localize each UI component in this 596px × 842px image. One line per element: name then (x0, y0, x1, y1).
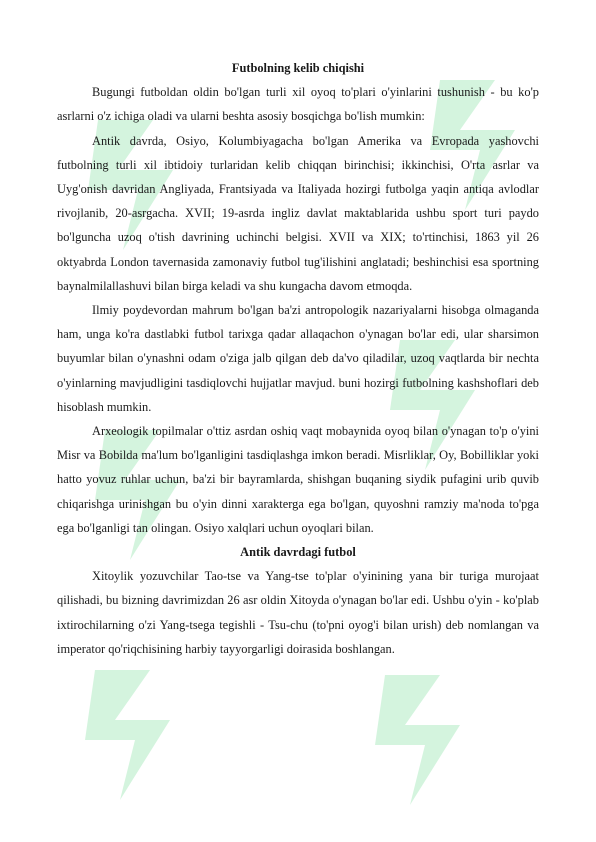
paragraph: Xitoylik yozuvchilar Tao-tse va Yang-tse to'plar o'yinining yana bir turiga murojaat qilishadi, bu bizning davrimizdan 26 asr oldin Xitoyda o'ynagan bo'lar edi. Ushbu o'yin - ko'plab ixtirochilarning o'zi Yang-tsega tegishli - Tsu-chu (to'pni oyog'i bilan urish) deb nomlangan va imperator qo'riqchisining harbiy tayyorgarligi doirasida boshlangan. (57, 569, 539, 656)
paragraph: Antik davrda, Osiyo, Kolumbiyagacha bo'lgan Amerika va Evropada yashovchi futbolning turli xil ibtidoiy turlaridan kelib chiqqan birinchisi; ikkinchisi, O'rta asrlar va Uyg'onish davridan Angliyada, Frantsiyada va Italiyada hozirgi futbolga yaqin antiqa avlodlar rivojlanib, 20-asrgacha. XVII; 19-asrda ingliz davlat maktablarida ushbu sport turi paydo bo'lguncha uzoq o'tish davrining uchinchi belgisi. XVII va XIX; to'rtinchisi, 1863 yil 26 oktyabrda London tavernasida zamonaviy futbol tug'ilishini anglatadi; beshinchisi esa sportning baynalmilallashuvi bilan birga keladi va shu kungacha davom etmoqda. (57, 133, 539, 293)
paragraph: Arxeologik topilmalar o'ttiz asrdan oshiq vaqt mobaynida oyoq bilan o'ynagan to'p o'yini Misr va Bobilda ma'lum bo'lganligini tasdiqlashga imkon beradi. Misrliklar, Oy, Bobilliklar yoki hatto yovuz ruhlar uchun, ba'zi bir bayramlarda, shishgan buqaning siydik pufagini urib quvib chiqarishga urinishgan bu o'yin dinni xarakterga ega bo'lgan, quyoshni ramziy ma'noda to'pga ega bo'lganligi tan olingan. Osiyo xalqlari uchun oyoqlari bilan. (57, 424, 539, 535)
paragraph: Ilmiy poydevordan mahrum bo'lgan ba'zi antropologik nazariyalarni hisobga olmaganda ham, unga ko'ra dastlabki futbol tarixga qadar allaqachon o'ynagan bo'lar edi, ular sharsimon buyumlar bilan o'ynashni odam o'ziga jalb qilgan deb da'vo qiladilar, uzoq vaqtlarda bir nechta o'yinlarning mavjudligini tasdiqlovchi hujjatlar mavjud. buni hozirgi futbolning kashshoflari deb hisoblash mumkin. (57, 303, 539, 414)
document-body (57, 56, 539, 661)
section-heading: Antik davrdagi futbol (240, 545, 356, 560)
paragraph: Bugungi futboldan oldin bo'lgan turli xil oyoq to'plari o'yinlarini tushunish - bu ko'p asrlarni o'z ichiga oladi va ularni beshta asosiy bosqichga bo'lish mumkin: (57, 85, 539, 124)
watermark-logo-icon (365, 665, 475, 815)
watermark-logo-icon (75, 660, 185, 810)
document-title: Futbolning kelib chiqishi (231, 61, 365, 75)
